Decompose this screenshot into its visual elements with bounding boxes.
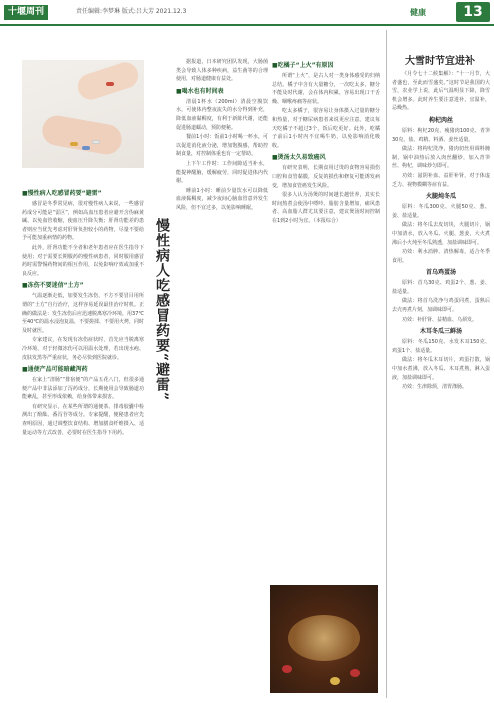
page-number: 13 <box>456 2 490 22</box>
paragraph: 有研究显示，在某些所谓的通便茶、排毒胶囊中检测出了酚酞、番泻苷等成分。专家提醒，便秘患者应先查明原因，通过调整饮食结构、增加膳食纤维摄入、适量运动等方式改善，必要时在医生指导下用药。 <box>22 403 144 436</box>
paragraph: 睡前1小时：睡前少量饮水可以降低血液黏稠度，减少夜间心脑血管意外发生风险，但不宜过多，以免影响睡眠。 <box>176 187 268 211</box>
paragraph: 所谓“上火”，是古人对一类身体感受的归纳总结。橘子中含有大量糖分，一次吃太多，糖分不能及时代谢，会在体内积累，容易出现口干舌燥、咽喉疼痛等症状。 <box>272 73 380 105</box>
paragraph: 功效：利水消肿、清热解毒，适合冬季食用。 <box>392 249 490 264</box>
paragraph: 感冒是冬季常见病，很对慢性病人来说，一些感冒药成分可能是“雷区”，例如高血压患者应避开含伪麻黄碱、以免血管收缩，使血压升降失衡；肝肾功能差的患者则应当优先考虑对肝肾负担较小的药物，尽量不要给予可能加重病情的药物。 <box>22 201 144 242</box>
paragraph: 吃太多橘子，很容易让身体摄入过量的糖分和热量，对于糖尿病患者来说更应注意。建议每天吃橘子不超过3个，饭后吃更好。此外，吃橘子前后1小时内不宜喝牛奶，以免影响消化吸收。 <box>272 108 380 149</box>
pill-shape <box>106 82 114 86</box>
paragraph: 有研究表明，长期食用过烫的食物容易损伤口腔和食管黏膜，反复的损伤和修复可能诱发病变，增加食管癌发生风险。 <box>272 165 380 189</box>
soup-photo <box>270 585 378 693</box>
paragraph: 功效：滋阴补血、益肝补肾，对于体虚乏力、视物模糊等症有益。 <box>392 172 490 188</box>
recipe-title: 火腿炖冬瓜 <box>425 193 456 201</box>
date-shape <box>350 669 360 677</box>
paragraph: 《月令七十二候集解》：“十一月节，大者盛也，至此而雪盛矣。”这时节是我国的大雪，农业学上说，此后气温明显下降，降雪机会增多。此时养生要注意进补，宜温补，忌燥热。 <box>392 71 490 112</box>
paragraph: 原料：冬瓜300克、火腿50克、葱、姜、盐适量。 <box>392 204 490 219</box>
paragraph: 功效：补肝肾、益精血、乌须发。 <box>402 316 478 323</box>
paragraph: 做法：将枸杞洗净，猪肉切丝用调料腌制，锅中油热后放入肉丝翻炒，加入青笋丝、枸杞，调味炒匀即可。 <box>392 146 490 170</box>
right-article-title: 大雪时节宜进补 <box>405 56 475 67</box>
paragraph: 原料：首乌30克、鸡蛋2个、葱、姜、盐适量。 <box>392 280 490 295</box>
pill-shape <box>82 146 90 150</box>
paragraph: 上下午工作时：工作间隙适当补水，能提神醒脑，缓解疲劳，同时促进体内代谢。 <box>176 160 268 185</box>
recipe-title: 枸杞肉丝 <box>428 116 453 124</box>
paragraph: 原料：枸杞20克、瘦猪肉100克、青笋30克、盐、鸡精、料酒、姜丝适量。 <box>392 127 490 143</box>
paragraph: 做法：将冬瓜木耳切片，鸡蛋打散，锅中加水煮沸，放入冬瓜、木耳煮熟，淋入蛋液，加盐调味即可。 <box>392 357 490 381</box>
hand-shape <box>40 113 124 156</box>
pill-shape <box>70 142 78 146</box>
section-heading: ■吃橘子“上火”有原因 <box>272 62 334 69</box>
paragraph: 很多人认为汤煲的时间越长越营养，其实长时间熬煮会使汤中嘌呤、脂肪含量增加，痛风患者、高血脂人群尤其要注意，建议煲汤时间控制在1到2小时为宜。（本报综合） <box>272 192 380 224</box>
column-1 <box>22 186 144 698</box>
column-3 <box>392 70 490 698</box>
paragraph: 功效：生津除烦，清胃涤肠。 <box>402 384 468 391</box>
paragraph: 清晨1杯水（200ml）清晨空腹饮水，可使体内整夜流失的水分得到补充，降低血液黏稠度，有利于新陈代谢，还能促进肠道蠕动，预防便秘。 <box>176 98 268 131</box>
pills-photo <box>22 60 144 168</box>
paragraph: 做法：将冬瓜去皮切块，火腿切片，锅中加清水，放入冬瓜、火腿、葱姜，大火煮沸后小火炖至冬瓜熟透，加盐调味即可。 <box>392 222 490 246</box>
section-label: 健康 <box>410 8 426 17</box>
paragraph: 据报道，日本研究团队发现，大肠菌类会导致人体多种疾病，益生菌等的合理使用，对肠道健康有益处。 <box>176 59 268 83</box>
paragraph: 做法：将首乌洗净与鸡蛋同煮，蛋熟后去壳再煮片刻，加调味即可。 <box>392 298 490 314</box>
section-heading: ■烫汤太久易致癌风 <box>272 154 326 162</box>
page-header <box>0 0 494 26</box>
section-heading: ■冻伤不要迷信“土方” <box>22 282 84 290</box>
paragraph: 在家上“清肠”“排宿便”的产品五花八门，但很多通便产品中非法添加了泻药成分，长期使用会导致肠道功能紊乱，甚至形成依赖，给身体带来损害。 <box>22 377 144 401</box>
section-heading: ■喝水也有时间表 <box>176 87 224 95</box>
pill-shape <box>92 140 100 144</box>
section-heading: ■通便产品可能暗藏泻药 <box>22 366 88 374</box>
paper-name: 十堰周刊 <box>4 5 48 20</box>
section-heading: ■慢性病人吃感冒药要“避雷” <box>22 190 102 197</box>
paragraph: 原料：冬瓜150克、水发木耳150克、鸡蛋1个、盐适量。 <box>392 339 490 354</box>
column-divider <box>386 30 387 698</box>
paragraph: 此外，肝肾功能不全者和老年患者应在医生指导下使用；对于需要长期服药的慢性病患者，同时服用感冒药时需警惕药物间的相互作用，以免影响疗效或加重不良反应。 <box>22 244 144 277</box>
date-shape <box>282 665 292 673</box>
recipe-title: 木耳冬瓜三鲜汤 <box>419 328 462 336</box>
editor-meta: 责任编辑:李梦琳 版式:吕大芳 2021.12.3 <box>76 8 187 15</box>
ginkgo-shape <box>330 677 340 685</box>
paragraph: 气温逐渐走低，加要发生冻伤，不方不要冒目用所谓的“土方”自行治疗，这样容易延误最佳治疗时机。正确的做法是：发生冻伤后应迅速脱离寒冷环境，用37℃至40℃的温水浸泡复温，不要搓揉、不要用火烤，同时及时就医。 <box>22 293 144 334</box>
bowl-shape <box>288 615 360 661</box>
column-2-right <box>272 58 380 578</box>
paragraph: 餐前1小时：饭前1小时喝一杯水，可以促进消化液分泌，增加饱腹感，帮助控制食量，对控制体重也有一定帮助。 <box>176 134 268 158</box>
recipe-title: 首乌鸡蛋汤 <box>425 269 456 277</box>
main-title: 慢性病人吃感冒药要“避雷” <box>154 218 170 402</box>
paragraph: 专家建议，在发现有冻伤症状时，首先应当脱离寒冷环境，对于轻微冻伤可以用温水处理，若出现水疱、皮肤发黑等严重症状，务必尽快到医院就诊。 <box>22 337 144 361</box>
column-2 <box>176 58 268 698</box>
